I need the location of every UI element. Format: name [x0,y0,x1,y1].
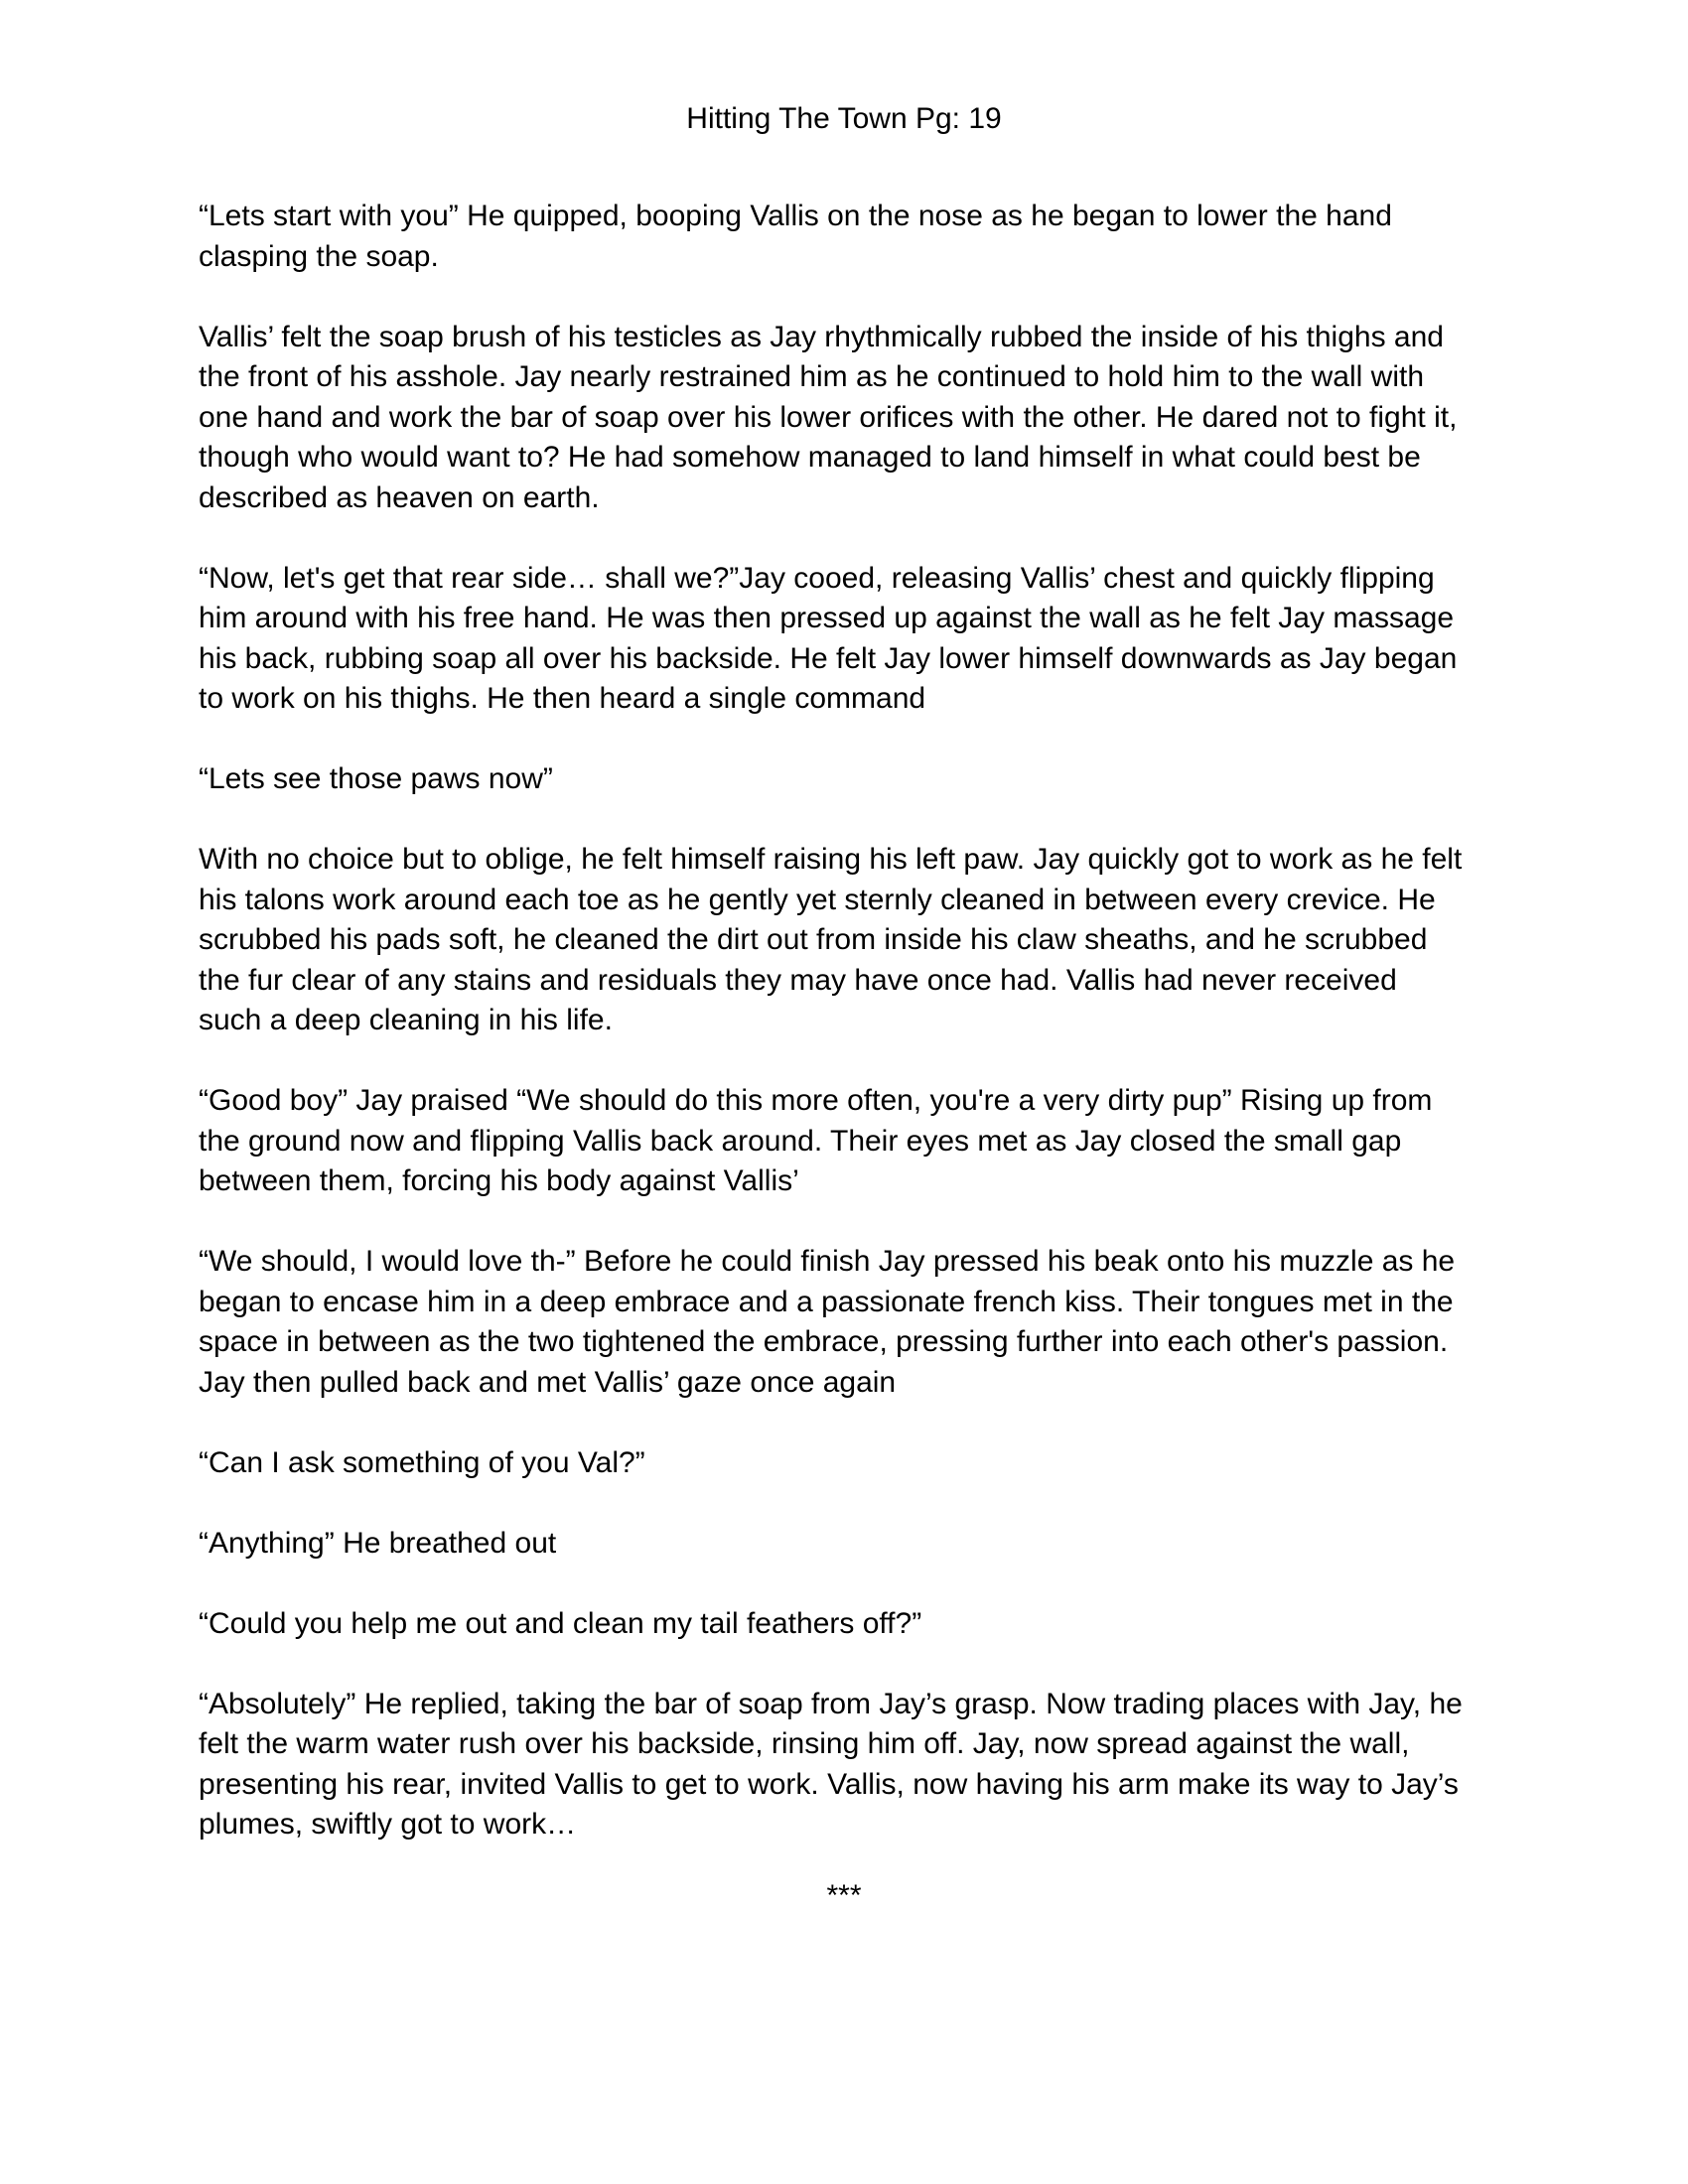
paragraph: “Now, let's get that rear side… shall we?”Jay cooed, releasing Vallis’ chest and quickly flipping him around with his free hand. He was then pressed up against the wall as he felt Jay massage his back, rubbing soap all over his backside. He felt Jay lower himself downwards as Jay began to work on his thighs. He then heard a single command [199,561,1458,715]
story-body [199,197,1489,1885]
paragraph: Vallis’ felt the soap brush of his testicles as Jay rhythmically rubbed the inside of his thighs and the front of his asshole. Jay nearly restrained him as he continued to hold him to the wall with one hand and work the bar of soap over his lower orifices with the other. He dared not to fight it, though who would want to? He had somehow managed to land himself in what could best be described as heaven on earth. [199,320,1458,514]
paragraph: With no choice but to oblige, he felt himself raising his left paw. Jay quickly got to work as he felt his talons work around each toe as he gently yet sternly cleaned in between every crevice. He scrubbed his pads soft, he cleaned the dirt out from inside his claw sheaths, and he scrubbed the fur clear of any stains and residuals they may have once had. Vallis had never received such a deep cleaning in his life. [199,843,1463,1036]
paragraph: “Anything” He breathed out [199,1526,557,1560]
paragraph: “Can I ask something of you Val?” [199,1445,645,1479]
paragraph: “Absolutely” He replied, taking the bar of soap from Jay’s grasp. Now trading places with Jay, he felt the warm water rush over his backside, rinsing him off. Jay, now spread against the wall, presenting his rear, invited Vallis to get to work. Vallis, now having his arm make its way to Jay’s plumes, swiftly got to work… [199,1687,1463,1841]
page-header: Hitting The Town Pg: 19 [686,102,1002,135]
paragraph: “Good boy” Jay praised “We should do this more often, you're a very dirty pup” Rising up from the ground now and flipping Vallis back around. Their eyes met as Jay closed the small gap between them, forcing his body against Vallis’ [199,1084,1433,1197]
paragraph: “Lets see those paws now” [199,762,553,795]
scene-break: *** [826,1879,862,1912]
paragraph: “Could you help me out and clean my tail feathers off?” [199,1606,922,1640]
paragraph: “Lets start with you” He quipped, booping Vallis on the nose as he began to lower the hand clasping the soap. [199,200,1392,273]
paragraph: “We should, I would love th-” Before he could finish Jay pressed his beak onto his muzzle as he began to encase him in a deep embrace and a passionate french kiss. Their tongues met in the space in between as the two tightened the embrace, pressing further into each other's passion. Jay then pulled back and met Vallis’ gaze once again [199,1245,1456,1399]
